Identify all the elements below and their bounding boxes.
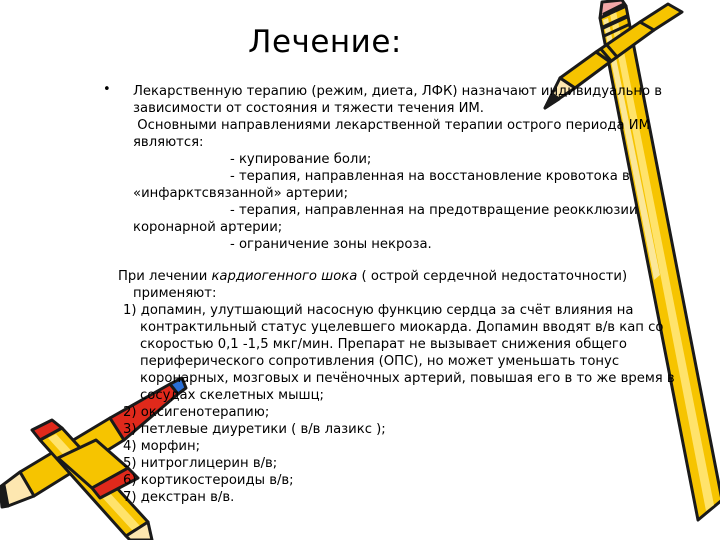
text-line: Лекарственную терапию (режим, диета, ЛФК) назначают индивидуально в (133, 84, 663, 99)
text-line: периферического сопротивления (ОПС), но может уменьшать тонус (140, 354, 620, 369)
text-line: применяют: (133, 286, 217, 301)
list-item: 5) нитроглицерин в/в; (123, 456, 278, 471)
list-item: 1) допамин, улутшающий насосную функцию сердца за счёт влияния на (123, 303, 634, 318)
list-item: 4) морфин; (123, 439, 201, 454)
text-line: - купирование боли; (230, 152, 372, 167)
pencil-right-icon (600, 0, 720, 520)
text-line: зависимости от состояния и тяжести течения ИМ. (133, 101, 485, 116)
text-line: - ограничение зоны некроза. (230, 237, 432, 252)
text-line: коронарных, мозговых и печёночных артерий, повышая его в то же время в (140, 371, 675, 386)
text-line: скоростью 0,1 -1,5 мкг/мин. Препарат не вызывает снижения общего (140, 337, 627, 352)
text-line: сосудах скелетных мышц; (140, 388, 325, 403)
bullet-marker: • (103, 82, 111, 97)
shock-prefix: При лечении (118, 269, 212, 284)
text-line: - терапия, направленная на предотвращение реокклюзии (230, 203, 638, 218)
shock-italic-term: кардиогенного шока (211, 269, 358, 284)
slide-title: Лечение: (248, 24, 402, 60)
list-item: 2) оксигенотерапию; (123, 405, 270, 420)
text-line: «инфарктсвязанной» артерии; (133, 186, 349, 201)
list-item: 7) декстран в/в. (123, 490, 235, 505)
list-item: 6) кортикостероиды в/в; (123, 473, 294, 488)
shock-heading-line (118, 268, 627, 285)
text-line: коронарной артерии; (133, 220, 283, 235)
text-line: - терапия, направленная на восстановление кровотока в (230, 169, 630, 184)
text-line: Основными направлениями лекарственной терапии острого периода ИМ (133, 118, 651, 133)
text-line: являются: (133, 135, 204, 150)
list-item: 3) петлевые диуретики ( в/в лазикс ); (123, 422, 386, 437)
shock-suffix: ( острой сердечной недостаточности) (357, 269, 628, 284)
text-line: контрактильный статус уцелевшего миокарда. Допамин вводят в/в кап со (140, 320, 664, 335)
